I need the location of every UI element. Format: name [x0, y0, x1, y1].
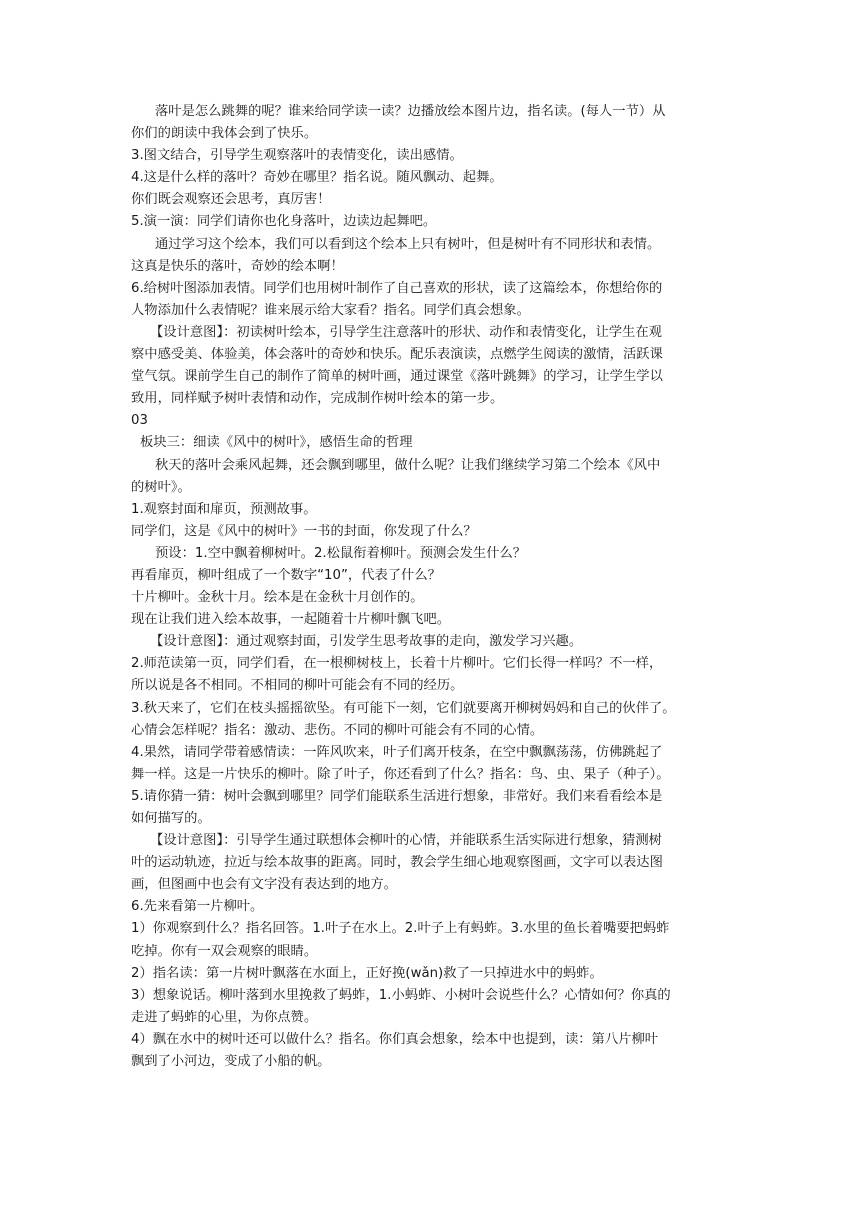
text-line: 【设计意图】：初读树叶绘本，引导学生注意落叶的形状、动作和表情变化，让学生在观 — [150, 324, 662, 340]
text-line: 堂气氛。课前学生自己的制作了简单的树叶画，通过课堂《落叶跳舞》的学习，让学生学以 — [131, 369, 663, 385]
text-line: 舞一样。这是一片快乐的柳叶。除了叶子，你还看到了什么？指名：鸟、虫、果子（种子）。 — [131, 766, 670, 782]
text-line: 吃掉。你有一双会观察的眼睛。 — [131, 943, 318, 959]
text-line: 3.图文结合，引导学生观察落叶的表情变化，读出感情。 — [131, 148, 463, 164]
text-line: 的树叶》。 — [131, 479, 191, 495]
text-line: 6.先来看第一片柳叶。 — [131, 899, 264, 915]
text-line: 03 — [131, 413, 148, 429]
text-line: 【设计意图】：通过观察封面，引发学生思考故事的走向，激发学习兴趣。 — [150, 634, 583, 650]
text-line: 4.果然，请同学带着感情读：一阵风吹来，叶子们离开枝条，在空中飘飘荡荡，仿佛跳起了 — [131, 744, 663, 760]
text-line: 落叶是怎么跳舞的呢？谁来给同学读一读？边播放绘本图片边，指名读。(每人一节）从 — [155, 104, 666, 119]
text-line: 这真是快乐的落叶，奇妙的绘本啊！ — [131, 258, 344, 274]
text-line: 4）飘在水中的树叶还可以做什么？指名。你们真会想象，绘本中也提到，读：第八片柳叶 — [131, 1031, 659, 1047]
text-line: 预设：1.空中飘着柳树叶。2.松鼠衔着柳叶。预测会发生什么？ — [155, 545, 527, 561]
text-line: 同学们，这是《风中的树叶》一书的封面，你发现了什么？ — [131, 523, 477, 539]
text-line: 察中感受美、体验美，体会落叶的奇妙和快乐。配乐表演读，点燃学生阅读的激情，活跃课 — [131, 347, 663, 363]
text-line: 再看扉页，柳叶组成了一个数字“10”，代表了什么？ — [131, 567, 441, 583]
text-line: 飘到了小河边，变成了小船的帆。 — [131, 1054, 331, 1070]
text-line: 致用，同样赋予树叶表情和动作，完成制作树叶绘本的第一步。 — [131, 391, 504, 407]
text-line: 通过学习这个绘本，我们可以看到这个绘本上只有树叶，但是树叶有不同形状和表情。 — [155, 236, 661, 252]
text-line: 心情会怎样呢？指名：激动、悲伤。不同的柳叶可能会有不同的心情。 — [131, 722, 544, 738]
text-line: 5.演一演：同学们请你也化身落叶，边读边起舞吧。 — [131, 214, 437, 230]
text-line: 2）指名读：第一片树叶飘落在水面上，正好挽(wǎn)救了一只掉进水中的蚂蚱。 — [131, 965, 603, 981]
text-line: 3.秋天来了，它们在枝头摇摇欲坠。有可能下一刻，它们就要离开柳树妈妈和自己的伙伴了。 — [131, 700, 676, 716]
text-line: 走进了蚂蚱的心里，为你点赞。 — [131, 1009, 318, 1025]
text-line: 3）想象说话。柳叶落到水里挽救了蚂蚱，1.小蚂蚱、小树叶会说些什么？心情如何？你真的 — [131, 987, 671, 1003]
text-line: 6.给树叶图添加表情。同学们也用树叶制作了自己喜欢的形状，读了这篇绘本，你想给你的 — [131, 280, 663, 296]
text-line: 所以说是各不相同。不相同的柳叶可能会有不同的经历。 — [131, 678, 464, 694]
text-line: 你们的朗读中我体会到了快乐。 — [131, 126, 318, 142]
text-line: 人物添加什么表情呢？谁来展示给大家看？指名。同学们真会想象。 — [131, 302, 530, 318]
text-line: 板块三：细读《风中的树叶》，感悟生命的哲理 — [140, 435, 413, 451]
text-line: 十片柳叶。金秋十月。绘本是在金秋十月创作的。 — [131, 590, 424, 606]
text-line: 现在让我们进入绘本故事，一起随着十片柳叶飘飞吧。 — [131, 612, 451, 628]
text-line: 5.请你猜一猜：树叶会飘到哪里？同学们能联系生活进行想象，非常好。我们来看看绘本是 — [131, 788, 663, 804]
text-line: 1.观察封面和扉页，预测故事。 — [131, 501, 317, 517]
text-line: 【设计意图】：引导学生通过联想体会柳叶的心情，并能联系生活实际进行想象，猜测树 — [150, 833, 662, 849]
text-line: 你们既会观察还会思考，真厉害！ — [131, 192, 331, 208]
document-body — [131, 101, 731, 1073]
text-line: 叶的运动轨迹，拉近与绘本故事的距离。同时，教会学生细心地观察图画，文字可以表达图 — [131, 855, 663, 871]
text-line: 秋天的落叶会乘风起舞，还会飘到哪里，做什么呢？让我们继续学习第二个绘本《风中 — [155, 457, 661, 473]
text-line: 2.师范读第一页，同学们看，在一根柳树枝上，长着十片柳叶。它们长得一样吗？不一样， — [131, 656, 663, 672]
text-line: 1）你观察到什么？指名回答。1.叶子在水上。2.叶子上有蚂蚱。3.水里的鱼长着嘴要把蚂蚱 — [131, 921, 670, 937]
text-line: 如何描写的。 — [131, 811, 211, 826]
text-line: 画，但图画中也会有文字没有表达到的地方。 — [131, 877, 397, 893]
text-line: 4.这是什么样的落叶？奇妙在哪里？指名说。随风飘动、起舞。 — [131, 170, 503, 186]
